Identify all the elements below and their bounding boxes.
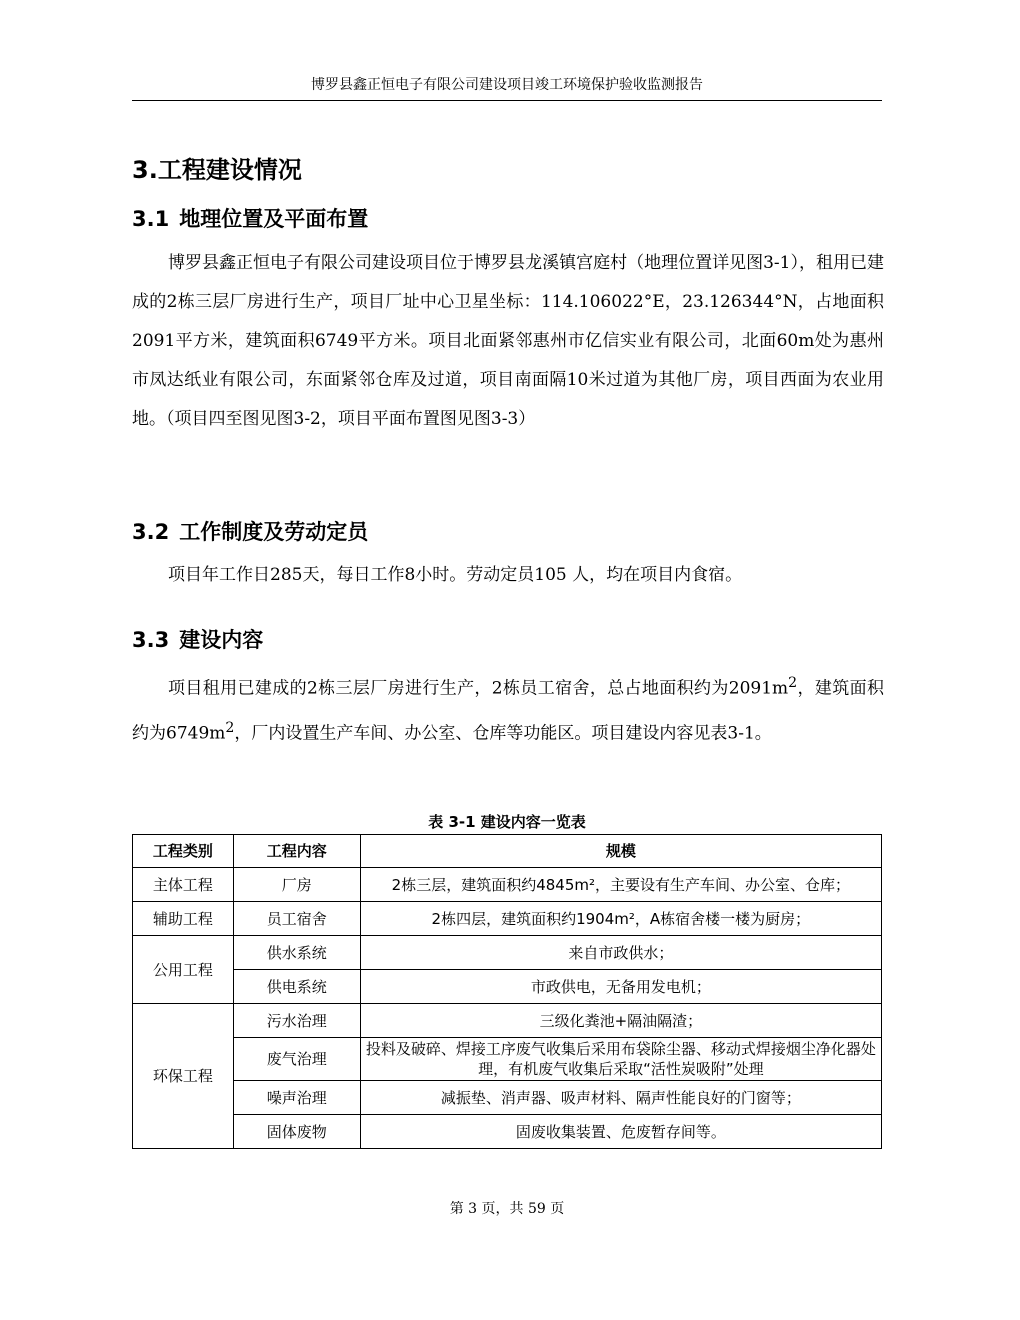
section-number: 3.2 — [132, 520, 170, 544]
section-title: 建设内容 — [179, 628, 264, 652]
table-row — [133, 868, 882, 902]
content-cell: 供电系统 — [233, 970, 360, 1004]
scale-cell: 减振垫、消声器、吸声材料、隔声性能良好的门窗等； — [360, 1081, 881, 1115]
table-row — [133, 936, 882, 970]
content-cell: 员工宿舍 — [233, 902, 360, 936]
section-3-3-heading — [132, 624, 263, 656]
superscript: 2 — [225, 719, 235, 736]
category-cell: 公用工程 — [133, 936, 234, 1004]
scale-cell: 2栋四层，建筑面积约1904m²，A栋宿舍楼一楼为厨房； — [360, 902, 881, 936]
table-row — [133, 1004, 882, 1038]
scale-cell: 投料及破碎、焊接工序废气收集后采用布袋除尘器、移动式焊接烟尘净化器处理，有机废气收集后采取“活性炭吸附”处理 — [360, 1038, 881, 1081]
superscript: 2 — [788, 675, 798, 691]
table-header-row — [133, 835, 882, 868]
content-cell: 噪声治理 — [233, 1081, 360, 1115]
table-row — [133, 970, 882, 1004]
scale-cell: 来自市政供水； — [360, 936, 881, 970]
section-3-1-body: 博罗县鑫正恒电子有限公司建设项目位于博罗县龙溪镇宫庭村（地理位置详见图3-1），租用已建成的2栋三层厂房进行生产，项目厂址中心卫星坐标：114.106022°E，23.126344°N，占地面积2091平方米，建筑面积6749平方米。项目北面紧邻惠州市亿信实业有限公司，北面60m处为惠州市凤达纸业有限公司，东面紧邻仓库及过道，项目南面隔10米过道为其他厂房，项目西面为农业用地。（项目四至图见图3-2，项目平面布置图见图3-3） — [132, 253, 884, 429]
scale-cell: 2栋三层，建筑面积约4845m²，主要设有生产车间、办公室、仓库； — [360, 868, 881, 902]
content-cell: 供水系统 — [233, 936, 360, 970]
header-content: 工程内容 — [233, 835, 360, 868]
table-caption: 表 3-1 建设内容一览表 — [428, 813, 586, 831]
category-cell: 辅助工程 — [133, 902, 234, 936]
content-cell: 厂房 — [233, 868, 360, 902]
page-footer: 第 3 页，共 59 页 — [449, 1201, 565, 1217]
table-row — [133, 1115, 882, 1149]
content-cell: 废气治理 — [233, 1038, 360, 1081]
scale-cell: 固废收集装置、危废暂存间等。 — [360, 1115, 881, 1149]
section-3-2-heading — [132, 516, 368, 548]
section-number: 3.1 — [132, 207, 170, 231]
running-header: 博罗县鑫正恒电子有限公司建设项目竣工环境保护验收监测报告 — [311, 77, 703, 93]
category-cell: 主体工程 — [133, 868, 234, 902]
section-title: 地理位置及平面布置 — [179, 207, 369, 231]
construction-content-table — [132, 834, 882, 1149]
section-3-3-body — [132, 664, 884, 753]
body-text: ，厂内设置生产车间、办公室、仓库等功能区。项目建设内容见表3-1。 — [234, 723, 772, 744]
table-row — [133, 1081, 882, 1115]
section-title: 工作制度及劳动定员 — [179, 520, 369, 544]
section-number: 3.3 — [132, 628, 170, 652]
header-category: 工程类别 — [133, 835, 234, 868]
header-rule — [132, 100, 882, 101]
scale-cell: 三级化粪池+隔油隔渣； — [360, 1004, 881, 1038]
table-row — [133, 902, 882, 936]
body-text: 项目租用已建成的2栋三层厂房进行生产，2栋员工宿舍，总占地面积约为2091m — [168, 678, 789, 699]
table-row — [133, 1038, 882, 1081]
category-cell: 环保工程 — [133, 1004, 234, 1149]
content-cell: 污水治理 — [233, 1004, 360, 1038]
body-text: ，建筑面积约为6749m — [132, 678, 885, 744]
section-3-1-heading — [132, 203, 368, 235]
scale-cell: 市政供电，无备用发电机； — [360, 970, 881, 1004]
content-cell: 固体废物 — [233, 1115, 360, 1149]
section-3-2-body: 项目年工作日285天，每日工作8小时。劳动定员105 人，均在项目内食宿。 — [168, 565, 743, 585]
header-scale: 规模 — [360, 835, 881, 868]
chapter-title: 3.工程建设情况 — [132, 156, 302, 184]
